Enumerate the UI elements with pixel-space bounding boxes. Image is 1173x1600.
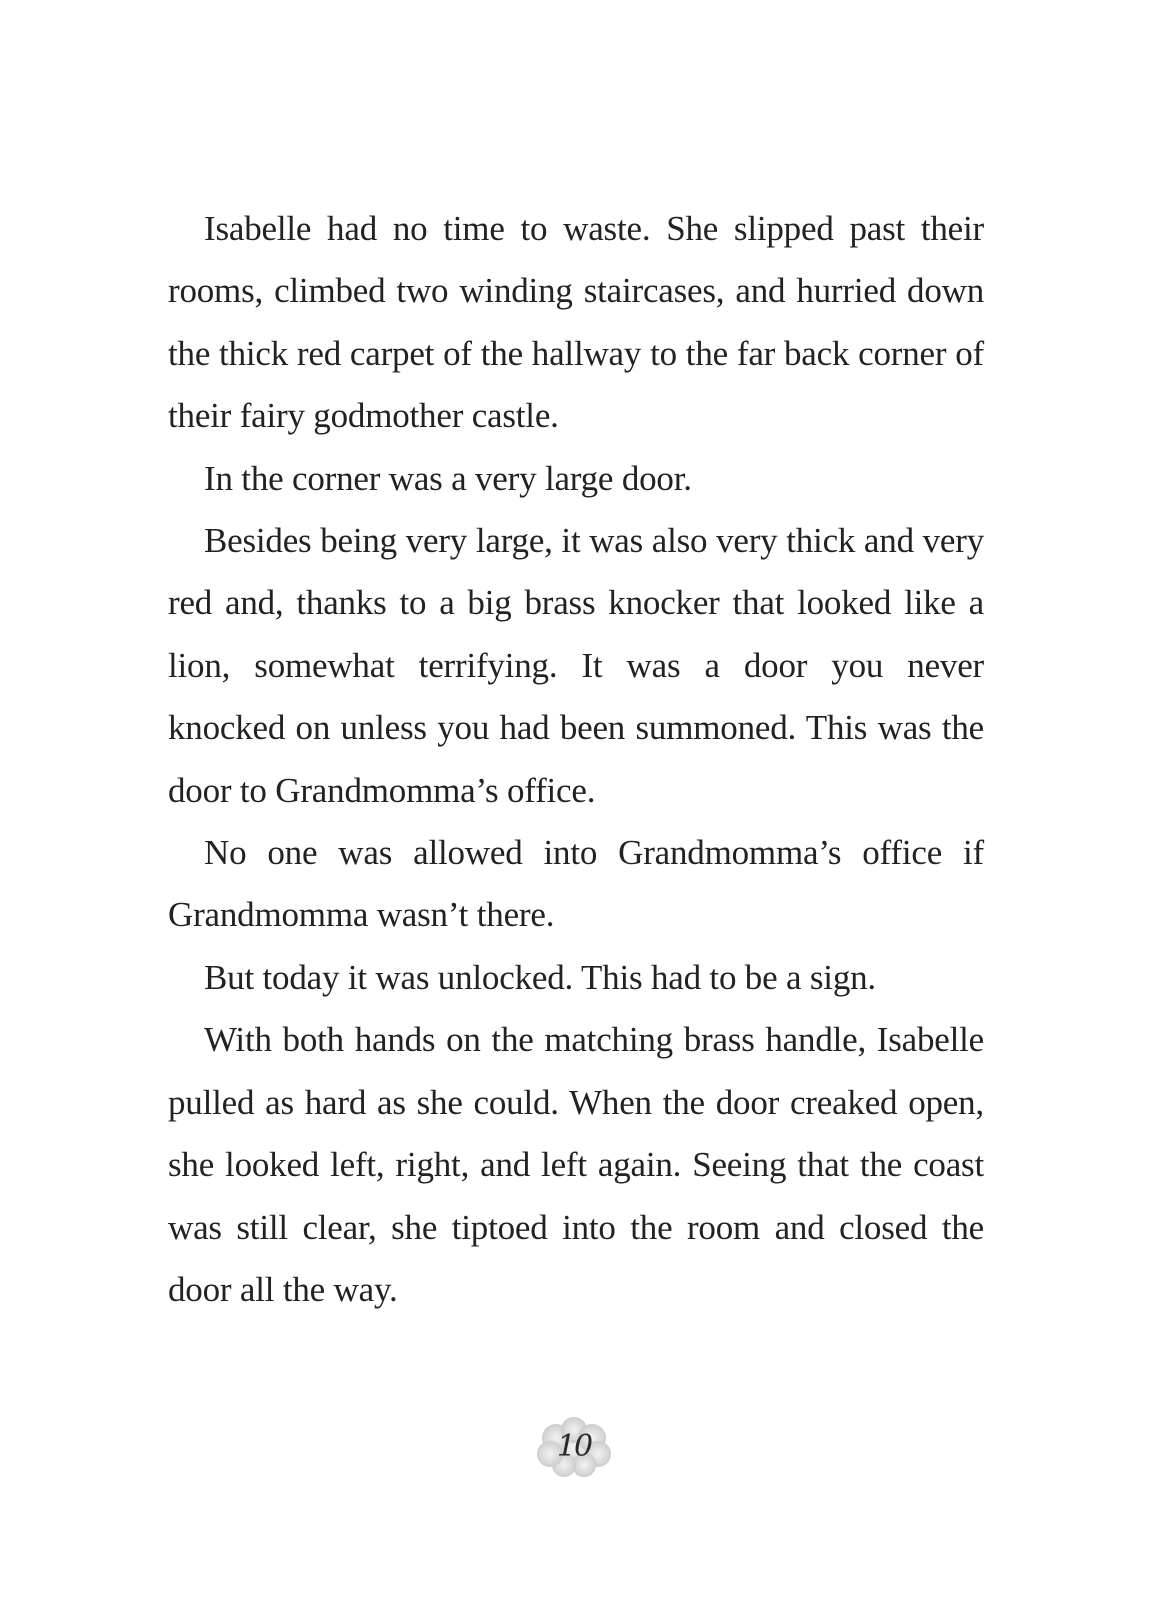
- page-number: 10: [556, 1429, 592, 1464]
- paragraph: No one was allowed into Grandmomma’s office if Grandmomma wasn’t there.: [168, 833, 984, 935]
- paragraph: With both hands on the matching brass handle, Isabelle pulled as hard as she could. When the door creaked open, she looked left, right, and left again. Seeing that the coast was still clear, she tiptoed into the room and closed the door all the way.: [168, 1020, 984, 1309]
- paragraph: But today it was unlocked. This had to be a sign.: [204, 957, 876, 997]
- paragraph: Isabelle had no time to waste. She slipped past their rooms, climbed two winding staircases, and hurried down the thick red carpet of the hallway to the far back corner of their fairy godmother castle.: [168, 209, 984, 436]
- body-text: [168, 198, 984, 1321]
- paragraph: In the corner was a very large door.: [204, 458, 692, 498]
- page-number-badge: [532, 1416, 616, 1478]
- paragraph: Besides being very large, it was also very thick and very red and, thanks to a big brass knocker that looked like a lion, somewhat terrifying. It was a door you never knocked on unless you had been summoned. This was the door to Grandmomma’s office.: [168, 521, 984, 810]
